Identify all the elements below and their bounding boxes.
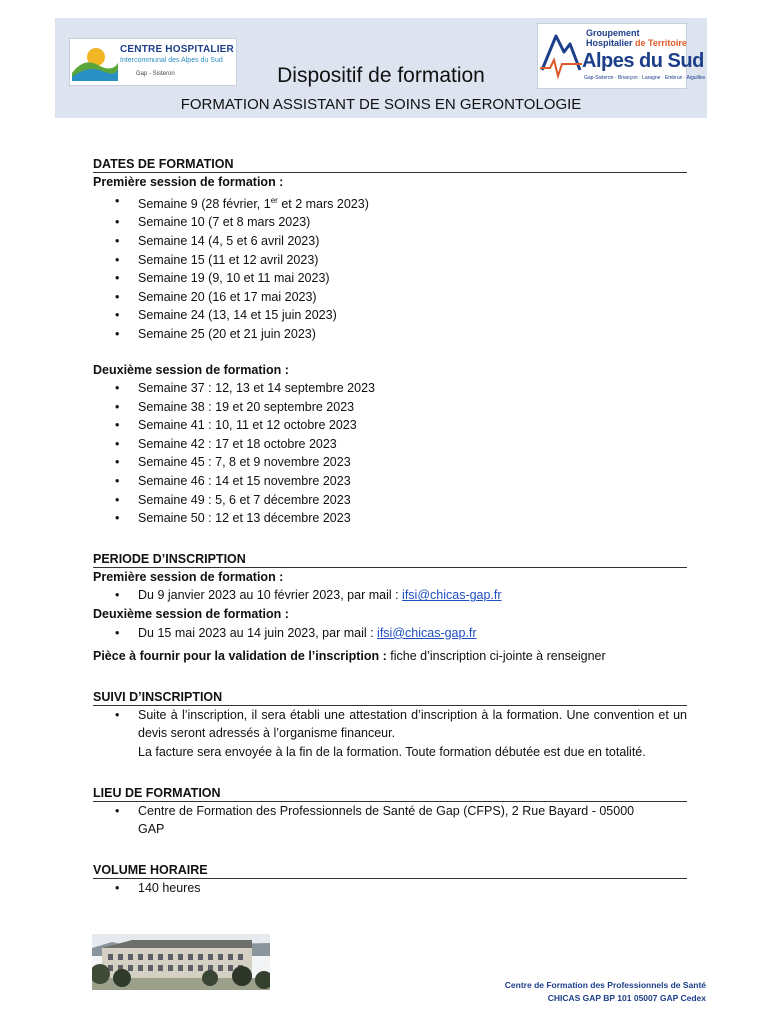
section-heading-inscription: PERIODE D’INSCRIPTION [93, 552, 687, 568]
piece-text: fiche d’inscription ci-jointe à renseigner [386, 649, 606, 664]
suivi-paragraph-2: La facture sera envoyée à la fin de la formation. Toute formation débutée est due en totalité. [138, 745, 646, 759]
list-item: • Semaine 37 : 12, 13 et 14 septembre 2023 [93, 379, 687, 398]
suivi-list [93, 706, 687, 762]
ght-alpes-du-sud-logo [537, 23, 706, 89]
inscription-session1-list [93, 586, 687, 605]
inscription-session2-label: Deuxième session de formation : [93, 607, 289, 622]
mountain-heartbeat-icon [540, 30, 582, 82]
session1-dates-list [93, 192, 687, 344]
list-item: • 140 heures [93, 879, 687, 898]
list-item: • Semaine 24 (13, 14 et 15 juin 2023) [93, 306, 687, 325]
list-item [93, 624, 687, 643]
footer-line1: Centre de Formation des Professionnels de Santé [504, 980, 706, 990]
list-item: • Semaine 41 : 10, 11 et 12 octobre 2023 [93, 416, 687, 435]
session2-dates-list [93, 379, 687, 528]
suivi-paragraph-1: • Suite à l’inscription, il sera établi une attestation d’inscription à la formation. Une convention et un devis seront adressés à l’organisme financeur. [138, 707, 687, 741]
volume-list [93, 879, 687, 898]
list-item: • Centre de Formation des Professionnels de Santé de Gap (CFPS), 2 Rue Bayard - 05000 GAP [93, 802, 687, 839]
list-item [93, 706, 687, 762]
page-subtitle: FORMATION ASSISTANT DE SOINS EN GERONTOLOGIE [180, 96, 582, 113]
list-item: • Semaine 38 : 19 et 20 septembre 2023 [93, 398, 687, 417]
header-banner [55, 18, 707, 118]
logo-right-line2b: de Territoire [635, 38, 687, 48]
session2-label: Deuxième session de formation : [93, 362, 289, 377]
list-item: • Semaine 10 (7 et 8 mars 2023) [93, 213, 687, 232]
logo-right-line2a: Hospitalier [586, 38, 636, 48]
document-body [93, 157, 687, 897]
section-heading-lieu: LIEU DE FORMATION [93, 786, 687, 802]
inscription-session1-label: Première session de formation : [93, 569, 284, 584]
inscription-session2-list [93, 624, 687, 643]
section-heading-suivi: SUIVI D’INSCRIPTION [93, 690, 687, 706]
list-item: • Semaine 42 : 17 et 18 octobre 2023 [93, 435, 687, 454]
list-item [93, 192, 687, 214]
logo-right-line1: Groupement [586, 28, 640, 38]
inscription-session2-text: Du 15 mai 2023 au 14 juin 2023, par mail : [138, 625, 378, 640]
session1-first-sup: er [270, 195, 278, 205]
logo-left-line3: Gap - Sisteron [136, 71, 175, 77]
session1-first-text-end: et 2 mars 2023) [277, 196, 369, 211]
list-item [93, 586, 687, 605]
piece-label: Pièce à fournir pour la validation de l’inscription : [93, 649, 387, 664]
lieu-list [93, 802, 687, 839]
building-photo [92, 934, 270, 990]
page-title: Dispositif de formation [277, 64, 485, 87]
list-item: • Semaine 14 (4, 5 et 6 avril 2023) [93, 232, 687, 251]
list-item: • Semaine 45 : 7, 8 et 9 novembre 2023 [93, 453, 687, 472]
list-item: • Semaine 15 (11 et 12 avril 2023) [93, 251, 687, 270]
logo-right-line2 [586, 38, 687, 48]
piece-a-fournir [93, 647, 687, 666]
logo-right-line4: Gap-Sisteron · Briançon · Laragne · Embrun · Aiguilles [584, 75, 706, 81]
inscription-session1-text: Du 9 janvier 2023 au 10 février 2023, par mail : [138, 588, 403, 603]
footer [505, 979, 706, 1005]
list-item: • Semaine 46 : 14 et 15 novembre 2023 [93, 472, 687, 491]
session1-label: Première session de formation : [93, 175, 284, 189]
logo-right-line3: Alpes du Sud [582, 50, 704, 72]
list-item: • Semaine 49 : 5, 6 et 7 décembre 2023 [93, 491, 687, 510]
email-link[interactable]: ifsi@chicas-gap.fr [377, 625, 477, 640]
section-heading-dates: DATES DE FORMATION [93, 157, 687, 173]
list-item: • Semaine 20 (16 et 17 mai 2023) [93, 288, 687, 307]
footer-line2: CHICAS GAP BP 101 05007 GAP Cedex [547, 993, 706, 1003]
list-item: • Semaine 50 : 12 et 13 décembre 2023 [93, 509, 687, 528]
section-heading-volume: VOLUME HORAIRE [93, 863, 687, 879]
logo-left-line1: CENTRE HOSPITALIER [120, 44, 234, 55]
list-item: • Semaine 19 (9, 10 et 11 mai 2023) [93, 269, 687, 288]
session1-first-text: Semaine 9 (28 février, 1 [138, 196, 271, 211]
logo-left-line2: Intercommunal des Alpes du Sud [120, 57, 223, 64]
email-link[interactable]: ifsi@chicas-gap.fr [402, 588, 502, 603]
list-item: • Semaine 25 (20 et 21 juin 2023) [93, 325, 687, 344]
